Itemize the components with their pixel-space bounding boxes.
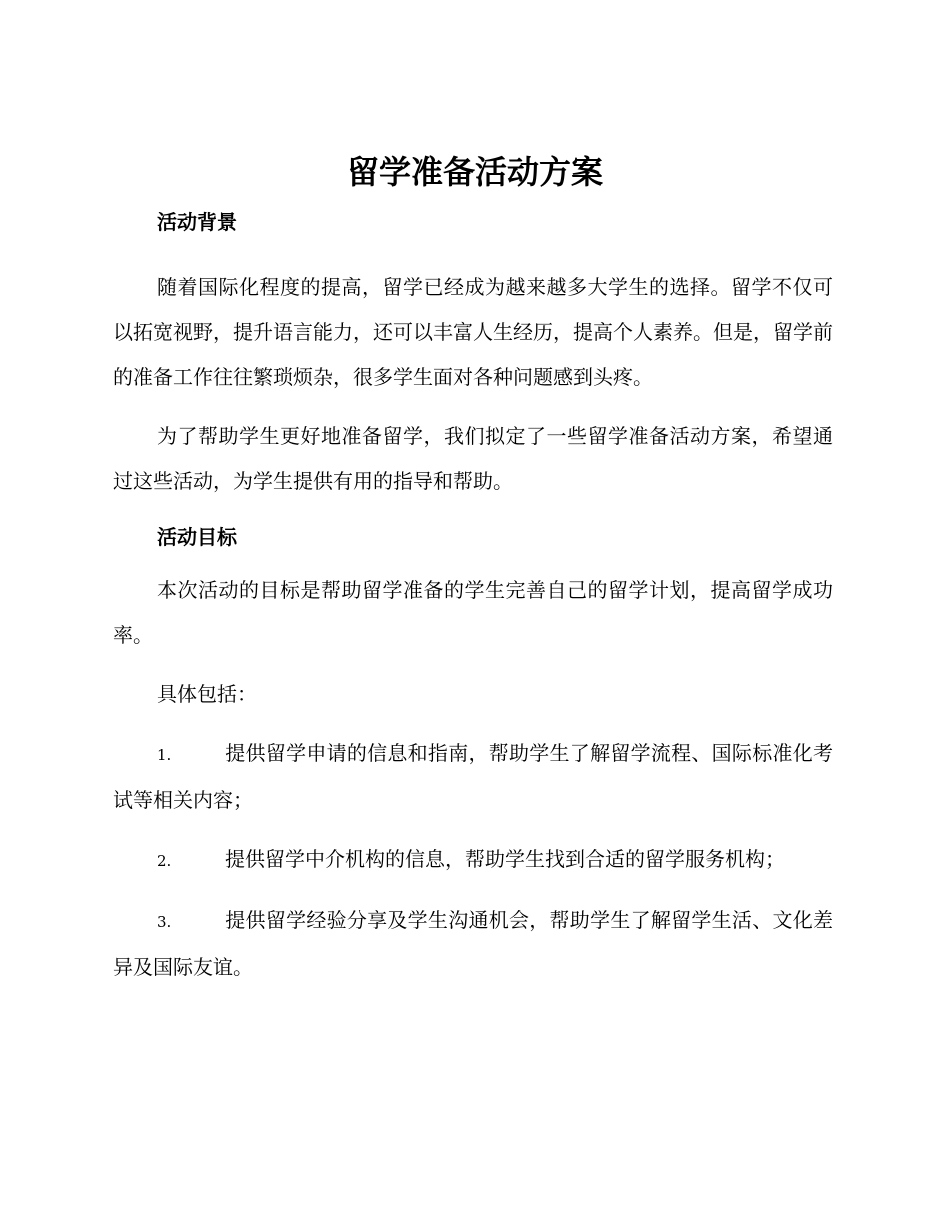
list-item — [113, 731, 833, 823]
goals-paragraph-1: 本次活动的目标是帮助留学准备的学生完善自己的留学计划，提高留学成功率。 — [113, 578, 833, 647]
background-paragraph-1: 随着国际化程度的提高，留学已经成为越来越多大学生的选择。留学不仅可以拓宽视野，提升语言能力，还可以丰富人生经历，提高个人素养。但是，留学前的准备工作往往繁琐烦杂，很多学生面对各种问题感到头疼。 — [113, 275, 833, 389]
goals-paragraph-2: 具体包括： — [157, 682, 257, 706]
document-body — [113, 203, 833, 1004]
list-number: 3. — [157, 913, 172, 931]
section-heading-goals: 活动目标 — [157, 525, 237, 549]
document-title: 留学准备活动方案 — [346, 153, 603, 191]
background-paragraph-2: 为了帮助学生更好地准备留学，我们拟定了一些留学准备活动方案，希望通过这些活动，为学生提供有用的指导和帮助。 — [113, 424, 833, 493]
section-heading-background: 活动背景 — [157, 210, 237, 234]
list-item-text: 提供留学经验分享及学生沟通机会，帮助学生了解留学生活、文化差异及国际友谊。 — [113, 908, 833, 979]
list-item — [113, 837, 833, 884]
list-item-text: 提供留学申请的信息和指南，帮助学生了解留学流程、国际标准化考试等相关内容； — [113, 741, 833, 812]
list-number: 1. — [157, 746, 172, 764]
list-number: 2. — [157, 852, 172, 870]
list-item — [113, 898, 833, 990]
list-item-text: 提供留学中介机构的信息，帮助学生找到合适的留学服务机构； — [225, 847, 785, 871]
